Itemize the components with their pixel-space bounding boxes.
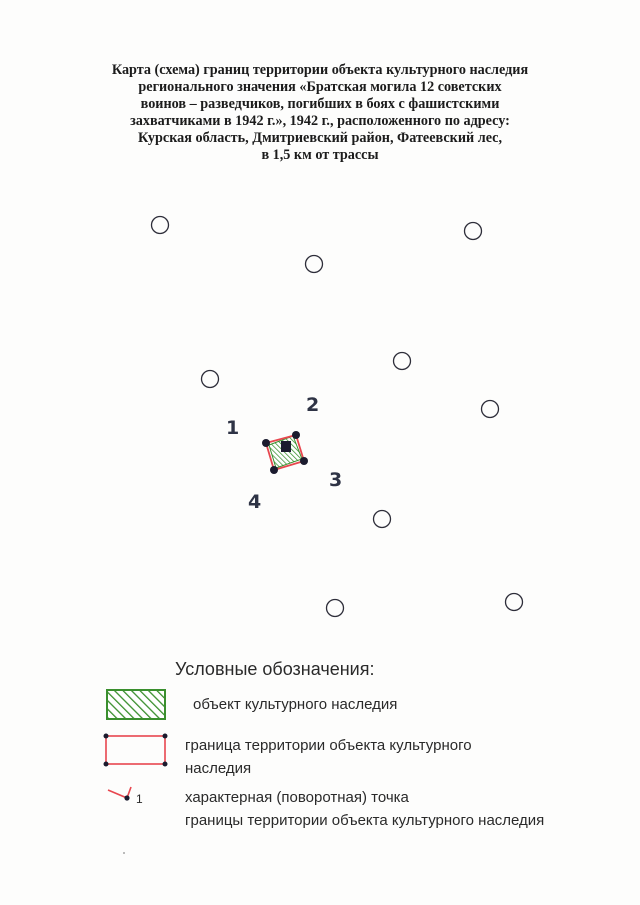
- turning-point-2: [292, 431, 300, 439]
- legend-line: характерная (поворотная) точка: [185, 789, 409, 806]
- marker-circle: [202, 371, 219, 388]
- legend-marker-label: 1: [136, 792, 143, 806]
- title-line: захватчиками в 1942 г.», 1942 г., расположенного по адресу:: [130, 113, 510, 129]
- legend-line: границы территории объекта культурного наследия: [185, 812, 545, 829]
- legend-label-boundary: [185, 734, 472, 780]
- marker-circle: [374, 511, 391, 528]
- point-label-3: 3: [329, 469, 343, 491]
- title-line: регионального значения «Братская могила 12 советских: [138, 79, 502, 95]
- marker-circle: [152, 217, 169, 234]
- legend-title: Условные обозначения:: [175, 659, 375, 679]
- marker-circle: [465, 223, 482, 240]
- title-line: Карта (схема) границ территории объекта культурного наследия: [111, 62, 529, 78]
- title-line: Курская область, Дмитриевский район, Фатеевский лес,: [137, 130, 503, 146]
- point-label-4: 4: [248, 491, 262, 513]
- turning-point-3: [300, 457, 308, 465]
- legend-line: граница территории объекта культурного: [185, 737, 472, 754]
- grave-monument-icon: [281, 441, 291, 452]
- map-marker-circles: [152, 217, 523, 617]
- legend-line: объект культурного наследия: [193, 696, 398, 713]
- legend-swatch-turning-point: [108, 787, 143, 806]
- point-label-2: 2: [306, 394, 320, 416]
- legend-label-object: [193, 693, 397, 716]
- legend-label-turning-point: [185, 786, 544, 832]
- legend-swatch-boundary: [104, 734, 168, 767]
- marker-circle: [506, 594, 523, 611]
- legend-swatch-object: [107, 690, 165, 719]
- marker-circle: [306, 256, 323, 273]
- marker-circle: [394, 353, 411, 370]
- turning-point-1: [262, 439, 270, 447]
- point-label-1: 1: [226, 417, 240, 439]
- title-line: воинов – разведчиков, погибших в боях с фашистскими: [140, 96, 500, 112]
- marker-circle: [327, 600, 344, 617]
- turning-point-4: [270, 466, 278, 474]
- marker-circle: [482, 401, 499, 418]
- legend-line: наследия: [185, 760, 252, 777]
- title-line: в 1,5 км от трассы: [261, 147, 379, 163]
- scan-speck: [123, 852, 125, 854]
